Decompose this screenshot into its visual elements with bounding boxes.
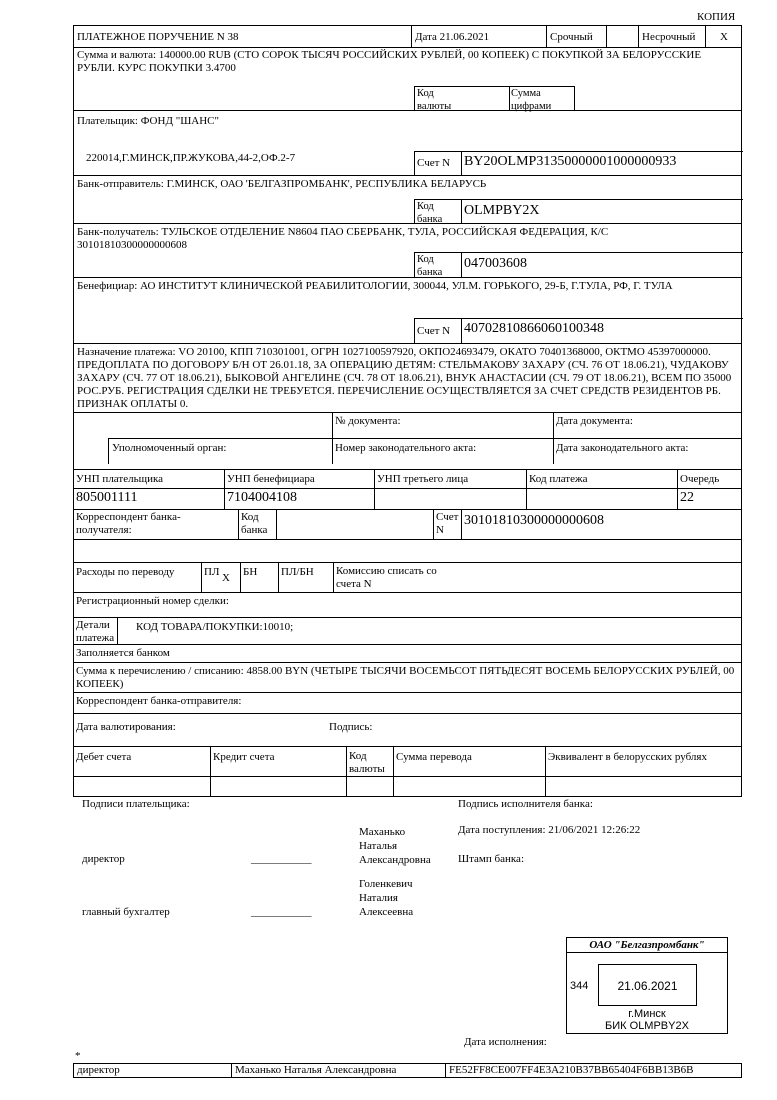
expenses-plbn-label: ПЛ/БН	[281, 566, 314, 578]
stamp-bank-name: ОАО "Белгазпромбанк"	[589, 939, 705, 951]
stamp-bic: БИК OLMPBY2X	[605, 1020, 689, 1032]
correspondent-account-label: Счет N	[436, 511, 459, 536]
details-value: КОД ТОВАРА/ПОКУПКИ:10010;	[136, 621, 294, 633]
bank-signature-title: Подпись исполнителя банка:	[458, 798, 593, 810]
payer-label: Плательщик: ФОНД "ШАНС"	[77, 115, 220, 127]
amount-text: Сумма и валюта: 140000.00 RUB (СТО СОРОК ТЫСЯЧ РОССИЙСКИХ РУБЛЕЙ, 00 КОПЕЕК) С ПОКУПКОЙ ЗА БЕЛОРУССКИЕ РУБЛИ. КУРС ПОКУПКИ 3.4700	[77, 49, 702, 74]
execution-date-label: Дата исполнения:	[464, 1036, 547, 1048]
transfer-sum-label: Сумма перевода	[396, 751, 472, 763]
beneficiary-account-label: Счет N	[417, 325, 451, 337]
director-name-2: Наталья	[359, 840, 398, 852]
payer-address: 220014,Г.МИНСК,ПР.ЖУКОВА,44-2,ОФ.2-7	[86, 152, 296, 164]
expenses-label: Расходы по переводу	[76, 566, 175, 578]
receiver-bank-code: 047003608	[464, 256, 527, 271]
signature-label: Подпись:	[329, 721, 373, 733]
non-urgent-label: Несрочный	[642, 31, 696, 43]
credit-account-label: Кредит счета	[213, 751, 275, 763]
sender-bank-label: Банк-отправитель: Г.МИНСК, ОАО 'БЕЛГАЗПРОМБАНК', РЕСПУБЛИКА БЕЛАРУСЬ	[77, 178, 487, 190]
expenses-pl-mark: X	[222, 572, 230, 584]
sender-bank-code: OLMPBY2X	[464, 203, 540, 218]
payer-unp-label: УНП плательщика	[76, 473, 164, 485]
stamp-number: 344	[570, 980, 589, 992]
payment-code-label: Код платежа	[529, 473, 588, 485]
beneficiary-unp-label: УНП бенефициара	[227, 473, 315, 485]
beneficiary-account: 40702810866060100348	[464, 321, 604, 336]
payment-purpose: Назначение платежа: VO 20100, КПП 710301001, ОГРН 1027100597920, ОКПО24693479, ОКАТО 70401368000, ОКТМО 45397000000. ПРЕДОПЛАТА ПО ДОГОВОРУ Б/Н ОТ 26.01.18, ЗА ОПЕРАЦИЮ ДЕТЯМ: СТЕЛЬМАКОВУ ЗАХАРУ (СЧ. 76 ОТ 18.06.21), ЧУДАКОВУ ЗАХАРУ (СЧ. 77 ОТ 18.06.21), БЫКОВОЙ АНГЕЛИНЕ (СЧ. 78 ОТ 18.06.21), ВНУК АНАСТАСИИ (СЧ. 79 ОТ 18.06.21), ВСЕМ ПО 35000 РОС.РУБ. РЕГИСТРАЦИЯ СДЕЛКИ НЕ ТРЕБУЕТСЯ. ПЕРЕЧИСЛЕНИЕ ОСУЩЕСТВЛЯЕТСЯ ЗА СЧЕТ СРЕДСТВ РЕЗИДЕНТОВ РБ. ПРИЗНАК ОПЛАТЫ 0.	[77, 346, 732, 410]
payer-signatures-title: Подписи плательщика:	[82, 798, 190, 810]
footer-hash: FE52FF8CE007FF4E3A210B37BB65404F6BB13B6B	[449, 1064, 694, 1076]
sender-correspondent-label: Корреспондент банка-отправителя:	[76, 695, 242, 707]
received-date: Дата поступления: 21/06/2021 12:26:22	[458, 824, 641, 836]
filled-by-bank-label: Заполняется банком	[76, 647, 170, 659]
expenses-bn-label: БН	[243, 566, 258, 578]
currency-code-label: Код валюты	[417, 88, 452, 112]
sum-digits-label: Сумма цифрами	[511, 88, 552, 112]
law-date-label: Дата законодательного акта:	[556, 442, 689, 454]
accountant-name-2: Наталия	[359, 892, 398, 904]
document-title: ПЛАТЕЖНОЕ ПОРУЧЕНИЕ N 38	[77, 31, 239, 43]
stamp-date: 21.06.2021	[617, 979, 678, 993]
doc-date-label: Дата документа:	[556, 415, 633, 427]
director-name-1: Маханько	[359, 826, 406, 838]
queue-label: Очередь	[680, 473, 720, 485]
accountant-name-1: Голенкевич	[359, 878, 413, 890]
receiver-bank-label: Банк-получатель: ТУЛЬСКОЕ ОТДЕЛЕНИЕ N8604 ПАО СБЕРБАНК, ТУЛА, РОССИЙСКАЯ ФЕДЕРАЦИЯ, К/С 30101810300000000608	[77, 226, 609, 251]
beneficiary-label: Бенефициар: АО ИНСТИТУТ КЛИНИЧЕСКОЙ РЕАБИЛИТОЛОГИИ, 300044, УЛ.М. ГОРЬКОГО, 29-Б, Г.ТУЛА, РФ, Г. ТУЛА	[77, 280, 673, 292]
correspondent-code-label: Код банка	[241, 511, 268, 536]
correspondent-account: 30101810300000000608	[464, 513, 604, 528]
doc-number-label: № документа:	[335, 415, 401, 427]
director-signature-line: ___________	[251, 853, 312, 865]
law-number-label: Номер законодательного акта:	[335, 442, 477, 454]
authority-label: Уполномоченный орган:	[112, 442, 227, 454]
commission-label: Комиссию списать со счета N	[336, 565, 437, 590]
document-date: Дата 21.06.2021	[415, 31, 490, 43]
footer-role: директор	[77, 1064, 120, 1076]
accountant-name-3: Алексеевна	[359, 906, 414, 918]
footer-name: Маханько Наталья Александровна	[235, 1064, 397, 1076]
expenses-pl-label: ПЛ	[204, 566, 220, 578]
copy-label: КОПИЯ	[697, 11, 736, 23]
transfer-sum: Сумма к перечислению / списанию: 4858.00 BYN (ЧЕТЫРЕ ТЫСЯЧИ ВОСЕМЬСОТ ПЯТЬДЕСЯТ ВОСЕМЬ БЕЛОРУССКИХ РУБЛЕЙ, 00 КОПЕЕК)	[76, 665, 735, 690]
accountant-signature-line: ___________	[251, 906, 312, 918]
director-name-3: Александровна	[359, 854, 431, 866]
non-urgent-mark: X	[720, 31, 728, 43]
receiver-bank-code-label: Код банка	[417, 254, 443, 278]
sender-bank-code-label: Код банка	[417, 201, 443, 225]
stamp-city: г.Минск	[628, 1008, 666, 1020]
debit-account-label: Дебет счета	[76, 751, 132, 763]
value-date-label: Дата валютирования:	[76, 721, 176, 733]
payer-unp: 805001111	[76, 490, 138, 505]
director-label: директор	[82, 853, 125, 865]
payer-account-label: Счет N	[417, 157, 451, 169]
chief-accountant-label: главный бухгалтер	[82, 906, 170, 918]
third-party-unp-label: УНП третьего лица	[377, 473, 469, 485]
payer-account: BY20OLMP31350000001000000933	[464, 154, 677, 169]
currency-code-row-label: Код валюты	[349, 750, 385, 775]
queue-value: 22	[680, 490, 694, 505]
urgent-label: Срочный	[550, 31, 593, 43]
correspondent-label: Корреспондент банка-получателя:	[76, 511, 181, 536]
details-label: Детали платежа	[76, 619, 115, 644]
beneficiary-unp: 7104004108	[227, 490, 297, 505]
bank-stamp-label: Штамп банка:	[458, 853, 524, 865]
footer-asterisk: *	[75, 1050, 81, 1062]
deal-registration-label: Регистрационный номер сделки:	[76, 595, 229, 607]
equivalent-label: Эквивалент в белорусских рублях	[548, 751, 707, 763]
